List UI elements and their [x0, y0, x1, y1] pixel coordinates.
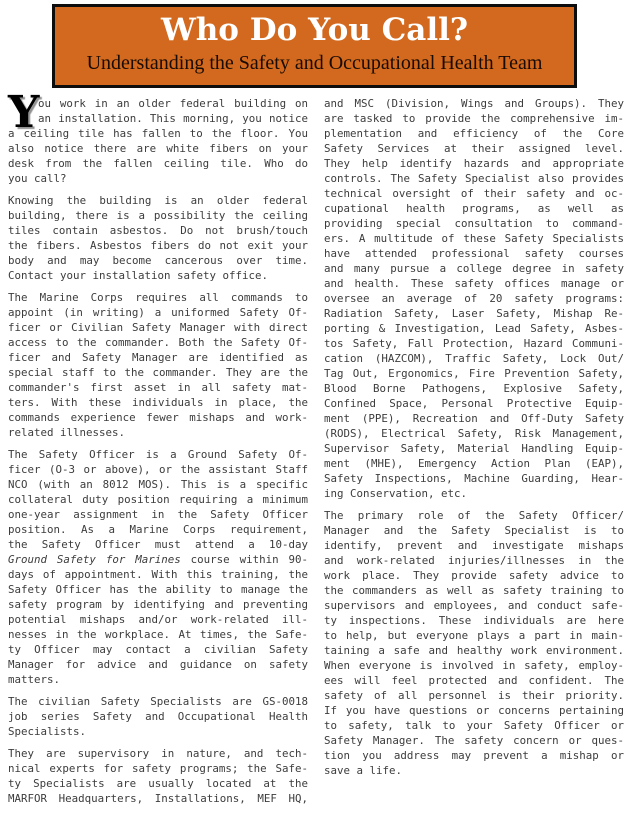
text-line: matters. [8, 673, 61, 686]
text-line: (RODS), Electrical Safety, Risk Management, [324, 427, 624, 440]
text-line: the Safety Officer must attend a 10-day [8, 538, 308, 551]
text-line: special staff to the commander. They are the [8, 366, 308, 379]
text-line: have attended professional safety courses [324, 247, 624, 260]
text-line: Safety Officer has the ability to manage the [8, 583, 308, 596]
text-line: safety of all personnel is their priority. [324, 689, 624, 702]
text-line: related illnesses. [8, 426, 126, 439]
text-line: controls. The Safety Specialist also provides [324, 172, 624, 185]
text-line: cation (HAZCOM), Traffic Safety, Lock Out/ [324, 352, 624, 365]
text-line: ers. A multitude of these Safety Specialists [324, 232, 624, 245]
text-line: collateral duty position requiring a minimum [8, 493, 308, 506]
text-line: access to the commander. Both the Safety Of- [8, 336, 308, 349]
text-line: identify, prevent and investigate mishaps [324, 539, 624, 552]
text-line: ty Officer may contact a civilian Safety [8, 643, 308, 656]
text-line: ficer and Safety Manager are identified as [8, 351, 308, 364]
text-line: ou work in an older federal building on [38, 97, 308, 110]
paragraph [8, 87, 308, 186]
text-line: supervisors and employees, and conduct safe- [324, 599, 624, 612]
text-segment: course within 90- [180, 553, 308, 566]
drop-cap: Y [8, 87, 40, 138]
paragraph [8, 694, 308, 739]
text-line: Tag Out, Ergonomics, Fire Prevention Safety, [324, 367, 624, 380]
text-line: you call? [8, 172, 67, 185]
text-line: save a life. [324, 764, 403, 777]
text-line: an installation. This morning, you notice [38, 112, 308, 125]
header-banner [52, 4, 577, 88]
text-line: ty inspections. These individuals are here [324, 614, 624, 627]
text-line: job series Safety and Occupational Health [8, 710, 308, 723]
text-line: Radiation Safety, Laser Safety, Mishap Re- [324, 307, 624, 320]
text-line: The Marine Corps requires all commands to [8, 291, 308, 304]
text-line: Blood Borne Pathogens, Explosive Safety, [324, 382, 624, 395]
paragraph [8, 746, 308, 806]
text-line: They help identify hazards and appropriate [324, 157, 624, 170]
text-line: nical experts for safety programs; the Safe- [8, 762, 308, 775]
text-line: Manager for advice and guidance on safety [8, 658, 308, 671]
text-line: and health. These safety offices manage or [324, 277, 624, 290]
text-line: ty Specialists are usually located at the [8, 777, 308, 790]
text-line: ters. With these individuals in place, the [8, 396, 308, 409]
text-line: The civilian Safety Specialists are GS-0018 [8, 695, 308, 708]
paragraph [8, 447, 308, 687]
text-line: tiles contain asbestos. Do not brush/touch [8, 224, 308, 237]
text-line: to help, but everyone plays a part in main- [324, 629, 624, 642]
paragraph [8, 193, 308, 283]
text-line: plementation and efficiency of the Core [324, 127, 624, 140]
text-line: providing special consultation to command- [324, 217, 624, 230]
text-line: ment (MHE), Emergency Action Plan (EAP), [324, 457, 624, 470]
text-line: taining a safe and healthy work environment. [324, 644, 624, 657]
text-line [8, 552, 308, 567]
text-line: Safety Services at their assigned level. [324, 142, 624, 155]
text-line: Confined Space, Personal Protective Equip- [324, 397, 624, 410]
text-line: ment (PPE), Recreation and Off-Duty Safety [324, 412, 624, 425]
text-line: desk from the fallen ceiling tile. Who do [8, 157, 308, 170]
text-line: the fibers. Asbestos fibers do not exit your [8, 239, 308, 252]
text-line: commands experience fewer mishaps and work- [8, 411, 308, 424]
text-line: one-year assignment in the Safety Officer [8, 508, 308, 521]
page-title: Who Do You Call? [160, 12, 469, 48]
text-line: body and may become cancerous over time. [8, 254, 308, 267]
right-column [324, 96, 624, 813]
text-line: and many pursue a college degree in safety [324, 262, 624, 275]
text-line: If you have questions or concerns pertaining [324, 704, 624, 717]
text-line: MARFOR Headquarters, Installations, MEF HQ, [8, 792, 308, 805]
text-line: oversee an average of 20 safety programs: [324, 292, 624, 305]
text-line: tion you address may prevent a mishap or [324, 749, 624, 762]
text-line: The Safety Officer is a Ground Safety Of- [8, 448, 308, 461]
text-line: the commanders as well as safety training to [324, 584, 624, 597]
text-line: appoint (in writing) a uniformed Safety Of- [8, 306, 308, 319]
text-line: Manager and the Safety Specialist is to [324, 524, 624, 537]
text-line: to safety, talk to your Safety Officer or [324, 719, 624, 732]
page-subtitle: Understanding the Safety and Occupational Health Team [86, 52, 543, 74]
paragraph [324, 508, 624, 778]
text-line: safety program by identifying and preventing [8, 598, 308, 611]
text-line: Specialists. [8, 725, 87, 738]
text-line: The primary role of the Safety Officer/ [324, 509, 624, 522]
text-line: also notice there are white fibers on your [8, 142, 308, 155]
text-line: building, there is a possibility the ceiling [8, 209, 308, 222]
course-title-italic: Ground Safety for Marines [8, 553, 181, 566]
text-line: They are supervisory in nature, and tech- [8, 747, 308, 760]
text-line: technical oversight of their safety and oc- [324, 187, 624, 200]
text-line: Safety Inspections, Machine Guarding, Hear- [324, 472, 624, 485]
text-line: ficer (O-3 or above), or the assistant Staff [8, 463, 308, 476]
text-line: Supervisor Safety, Material Handling Equip- [324, 442, 624, 455]
text-line: a ceiling tile has fallen to the floor. You [8, 127, 308, 140]
text-line: tos Safety, Fall Protection, Hazard Communi- [324, 337, 624, 350]
text-line: and work-related injuries/illnesses in the [324, 554, 624, 567]
text-line: potential mishaps and/or work-related ill- [8, 613, 308, 626]
text-line: nesses in the workplace. At times, the Safe- [8, 628, 308, 641]
text-line: work place. They provide safety advice to [324, 569, 624, 582]
text-line: are tasked to provide the comprehensive im- [324, 112, 624, 125]
paragraph [8, 290, 308, 440]
text-line: Contact your installation safety office. [8, 269, 269, 282]
article-body [8, 87, 624, 813]
text-line: Safety Manager. The safety concern or ques- [324, 734, 624, 747]
text-line: and MSC (Division, Wings and Groups). They [324, 97, 624, 110]
text-line: commander's first asset in all safety mat- [8, 381, 308, 394]
text-line: ficer or Civilian Safety Manager with direct [8, 321, 308, 334]
text-line: position. As a Marine Corps requirement, [8, 523, 308, 536]
text-line: Knowing the building is an older federal [8, 194, 308, 207]
left-column [8, 87, 308, 813]
text-line: ing Conservation, etc. [324, 487, 468, 500]
text-line: When everyone is involved in safety, employ- [324, 659, 624, 672]
text-line: days of appointment. With this training, the [8, 568, 308, 581]
text-line: porting & Investigation, Lead Safety, Asbes- [324, 322, 624, 335]
text-line: ees will feel protected and confident. The [324, 674, 624, 687]
text-line: cupational health programs, as well as [324, 202, 624, 215]
text-line: NCO (with an 8012 MOS). This is a specific [8, 478, 308, 491]
paragraph [324, 96, 624, 501]
